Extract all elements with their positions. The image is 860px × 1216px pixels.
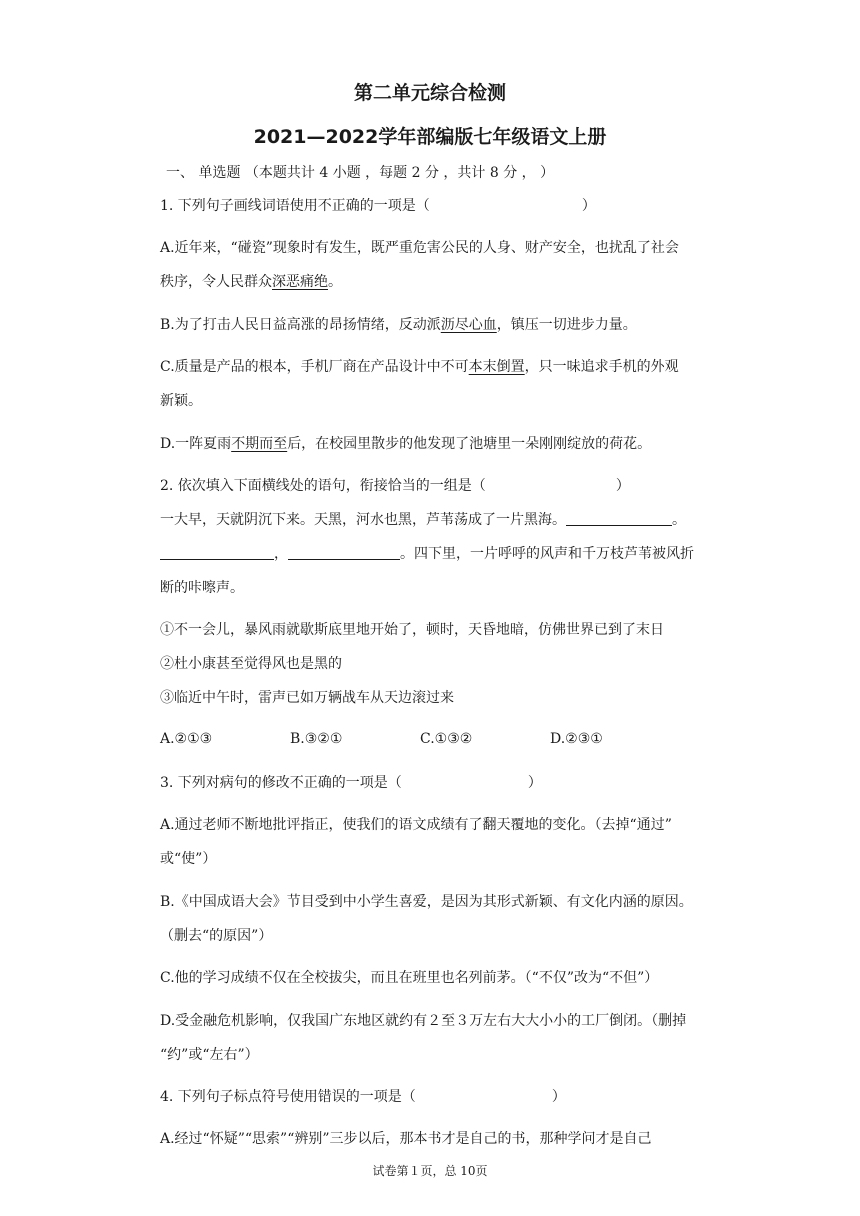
q2-option-c: C.①③② [420, 731, 473, 747]
q3-option-d-line2: “约”或“左右”） [160, 1047, 259, 1063]
page-subtitle: 2021—2022学年部编版七年级语文上册 [253, 126, 607, 148]
q1-option-c-line2: 新颖。 [160, 393, 202, 409]
q2-sentence-2: ②杜小康甚至觉得风也是黑的 [160, 656, 342, 672]
q2-option-b: B.③②① [290, 731, 343, 747]
question-4-stem: 4. 下列句子标点符号使用错误的一项是（ ） [160, 1089, 566, 1105]
q3-option-b-line2: （删去“的原因”） [160, 928, 273, 944]
question-3-stem: 3. 下列对病句的修改不正确的一项是（ ） [160, 775, 542, 791]
q1-option-a-line1: A.近年来，“碰瓷”现象时有发生，既严重危害公民的人身、财产安全，也扰乱了社会 [160, 240, 679, 256]
q2-sentence-3: ③临近中午时，雷声已如万辆战车从天边滚过来 [160, 690, 454, 706]
page-footer: 试卷第１页，总 10页 [372, 1164, 488, 1178]
q3-option-d-line1: D.受金融危机影响，仅我国广东地区就约有２至３万左右大大小小的工厂倒闭。（删掉 [160, 1013, 687, 1029]
q2-passage-line2: ， 。四下里，一片呼呼的风声和千万枝芦苇被风折 [160, 544, 694, 564]
question-2-stem: 2. 依次填入下面横线处的语句，衔接恰当的一组是（ ） [160, 478, 630, 494]
q1-option-c-line1: C.质量是产品的根本，手机厂商在产品设计中不可本末倒置，只一味追求手机的外观 [160, 359, 679, 375]
section-header: 一、 单选题 （本题共计 4 小题 ，每题 2 分 ，共计 8 分 ， ） [166, 165, 555, 181]
q2-sentence-1: ①不一会儿，暴风雨就歇斯底里地开始了，顿时，天昏地暗，仿佛世界已到了末日 [160, 622, 664, 638]
question-1-stem: 1. 下列句子画线词语使用不正确的一项是（ ） [160, 198, 596, 214]
q2-option-d: D.②③① [550, 731, 603, 747]
page-title: 第二单元综合检测 [353, 82, 506, 104]
q1-option-b: B.为了打击人民日益高涨的昂扬情绪，反动派沥尽心血，镇压一切进步力量。 [160, 317, 637, 333]
q2-passage-line3: 断的咔嚓声。 [160, 580, 244, 596]
q1-option-d: D.一阵夏雨不期而至后，在校园里散步的他发现了池塘里一朵刚刚绽放的荷花。 [160, 436, 652, 452]
q3-option-a-line1: A.通过老师不断地批评指正，使我们的语文成绩有了翻天覆地的变化。（去掉“通过” [160, 817, 672, 833]
q2-passage-line1: 一大早，天就阴沉下来。天黑，河水也黑，芦苇荡成了一片黑海。 。 [160, 512, 686, 528]
q3-option-c: C.他的学习成绩不仅在全校拔尖，而且在班里也名列前茅。（“不仅”改为“不但”） [160, 970, 659, 986]
q2-option-a: A.②①③ [160, 731, 213, 747]
q4-option-a-line1: A.经过“怀疑”“思索”“辨别”三步以后，那本书才是自己的书，那种学问才是自己 [160, 1131, 652, 1147]
q1-option-a-line2: 秩序，令人民群众深恶痛绝。 [160, 274, 342, 290]
q3-option-b-line1: B.《中国成语大会》节目受到中小学生喜爱，是因为其形式新颖、有文化内涵的原因。 [160, 894, 693, 910]
q3-option-a-line2: 或“使”） [160, 851, 217, 867]
